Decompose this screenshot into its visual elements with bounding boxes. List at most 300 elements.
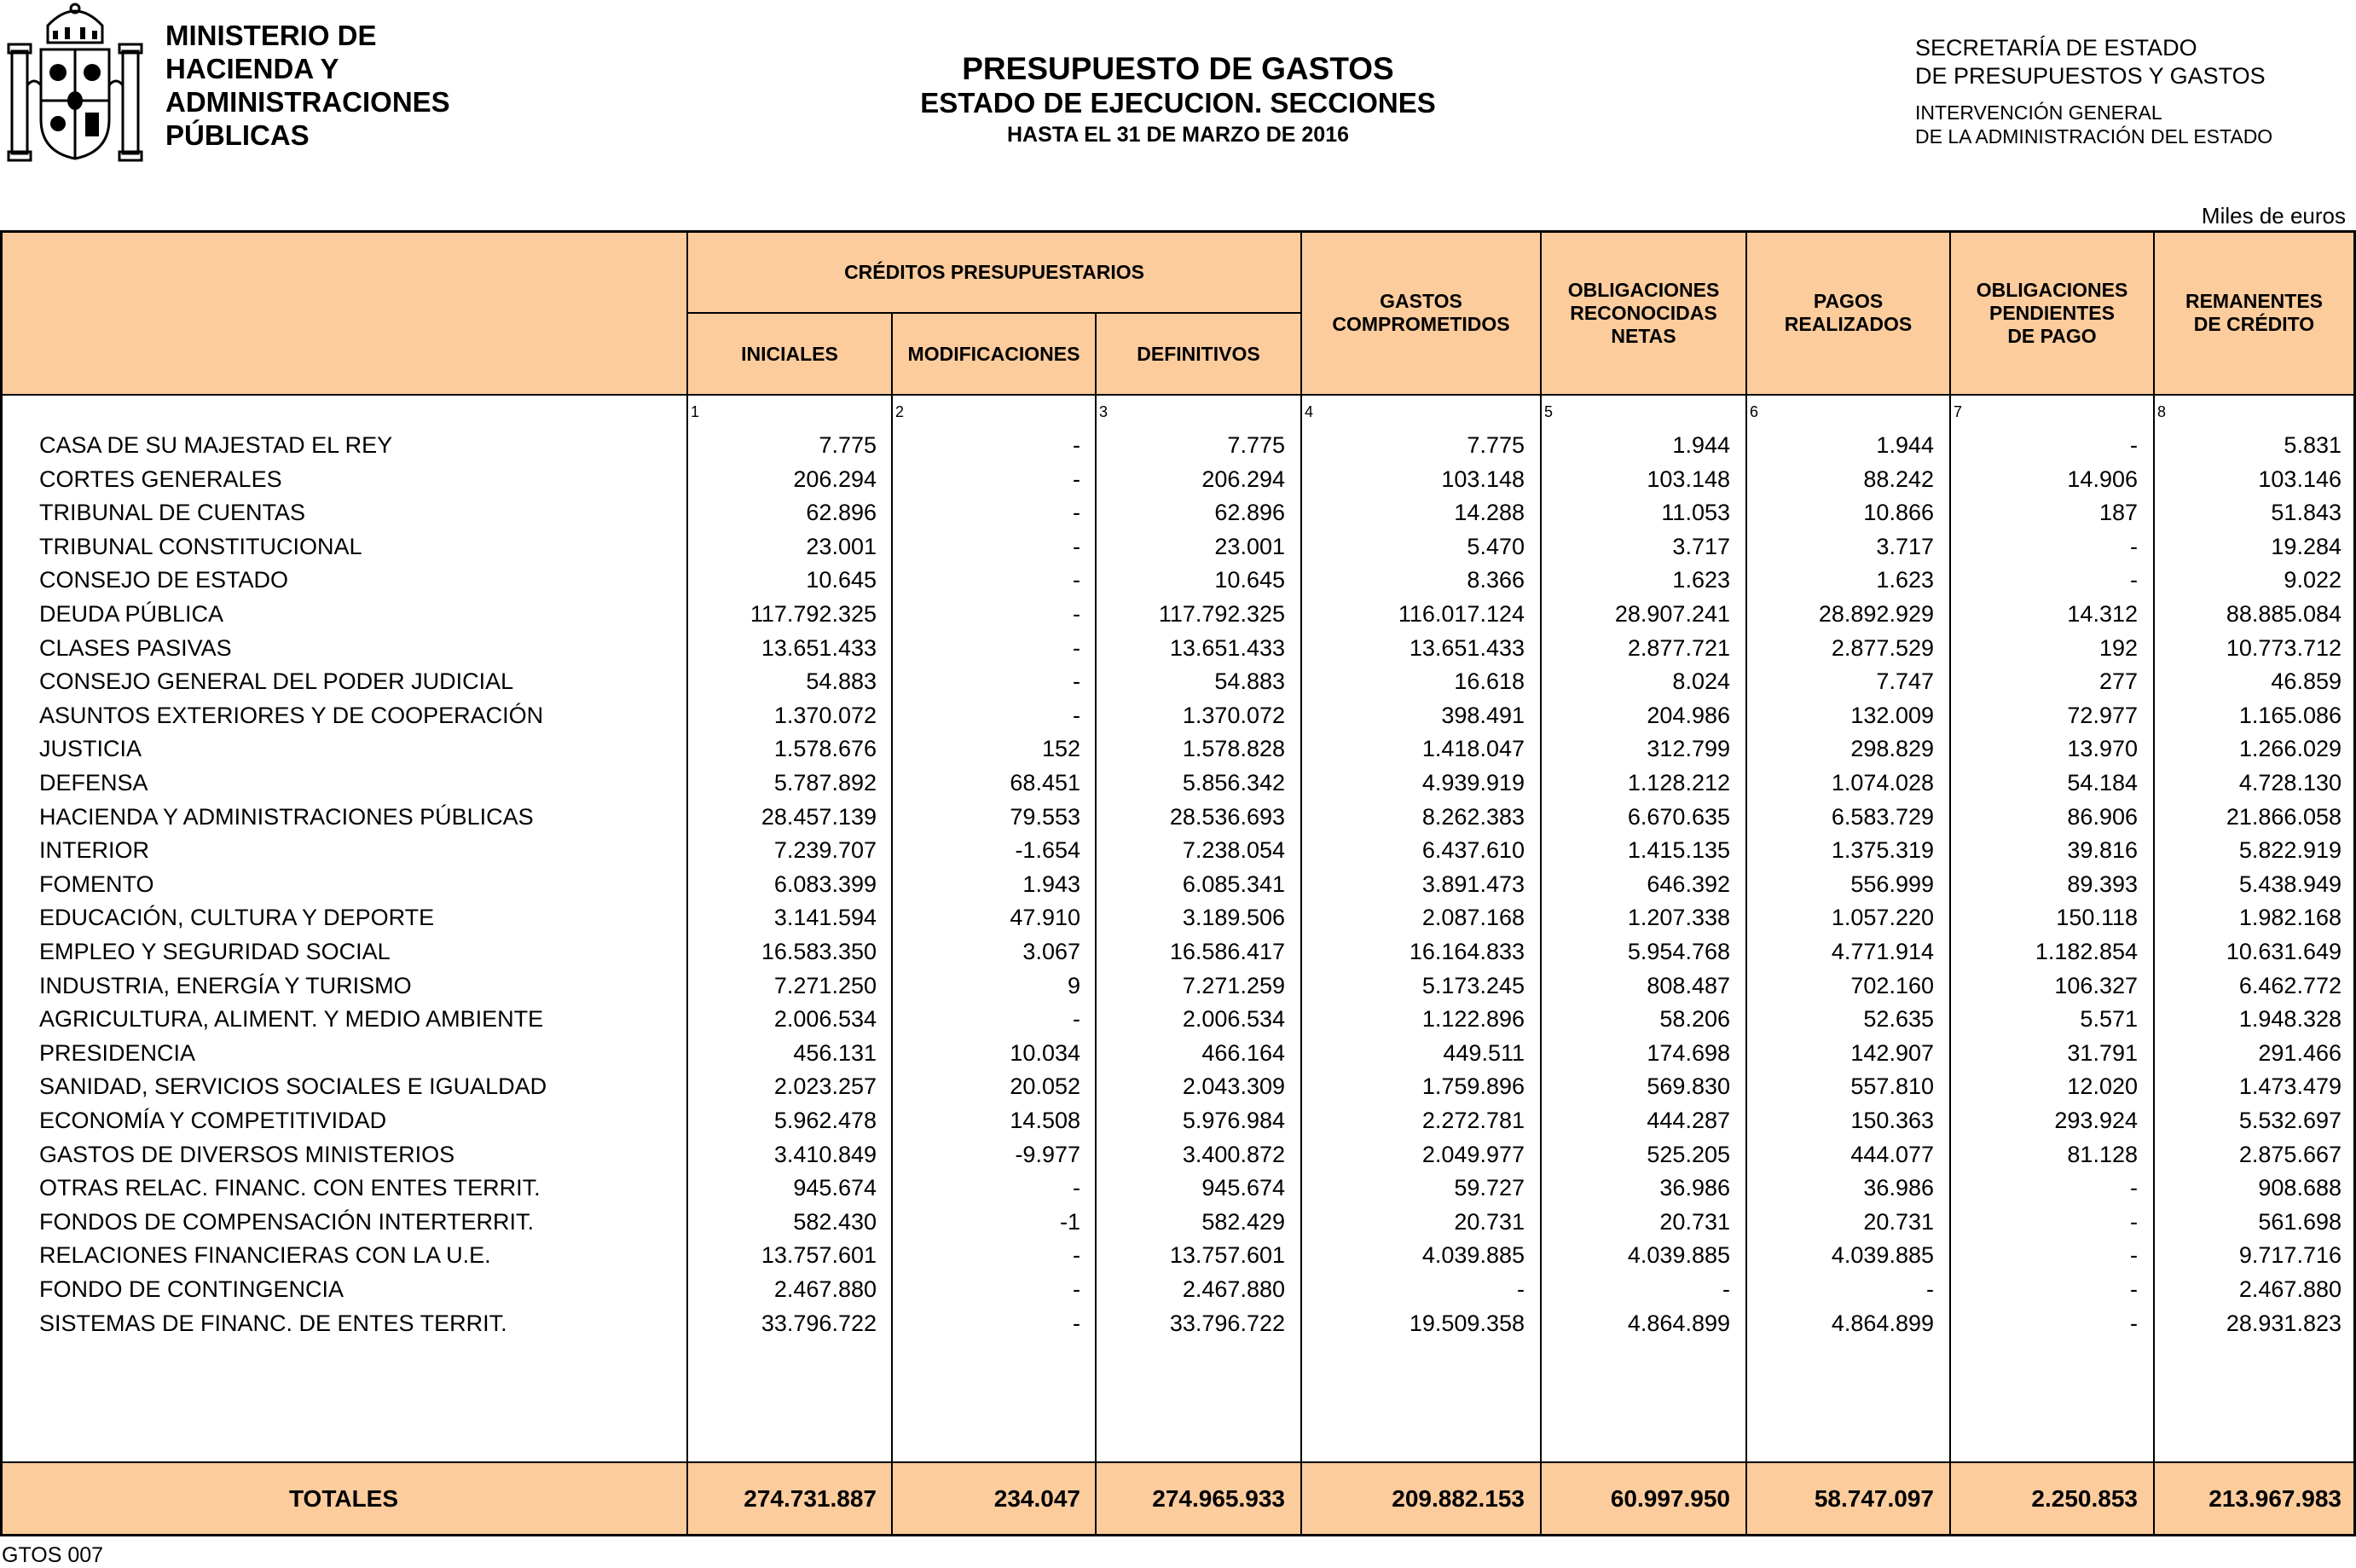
section-name: FONDOS DE COMPENSACIÓN INTERTERRIT. bbox=[39, 1208, 535, 1235]
section-name: FONDO DE CONTINGENCIA bbox=[39, 1276, 344, 1302]
cell-value: 646.392 bbox=[1647, 871, 1730, 897]
cell-value: 150.363 bbox=[1850, 1108, 1934, 1133]
cell-value: - bbox=[2130, 1242, 2138, 1269]
cell-value: 2.087.168 bbox=[1421, 905, 1525, 931]
cell-value: 152 bbox=[1041, 736, 1080, 762]
cell-value: 3.141.594 bbox=[773, 905, 877, 931]
cell-value: 7.239.707 bbox=[773, 837, 877, 864]
cell-value: 14.906 bbox=[2067, 466, 2138, 492]
section-name: OTRAS RELAC. FINANC. CON ENTES TERRIT. bbox=[39, 1175, 541, 1201]
table-row bbox=[0, 495, 2356, 529]
cell-value: 293.924 bbox=[2054, 1108, 2138, 1133]
cell-value: 4.771.914 bbox=[1831, 939, 1934, 964]
cell-value: 1.578.676 bbox=[773, 736, 877, 762]
cell-value: 86.906 bbox=[2067, 803, 2138, 830]
cell-value: - bbox=[1073, 1242, 1080, 1269]
cell-value: 4.864.899 bbox=[1831, 1310, 1934, 1336]
cell-value: -1 bbox=[1059, 1208, 1080, 1235]
cell-value: 6.437.610 bbox=[1421, 837, 1525, 864]
cell-value: 52.635 bbox=[1863, 1006, 1934, 1033]
report-subtitle: ESTADO DE EJECUCION. SECCIONES bbox=[920, 87, 1436, 119]
cell-value: 58.206 bbox=[1659, 1006, 1730, 1033]
cell-value: - bbox=[2130, 1208, 2138, 1235]
cell-value: 7.271.250 bbox=[773, 972, 877, 998]
col-header-obligaciones-pendientes: OBLIGACIONES PENDIENTES DE PAGO bbox=[1976, 278, 2128, 347]
table-row bbox=[0, 867, 2356, 901]
section-name: EDUCACIÓN, CULTURA Y DEPORTE bbox=[39, 905, 435, 931]
cell-value: 4.039.885 bbox=[1627, 1242, 1730, 1269]
section-name: TRIBUNAL DE CUENTAS bbox=[39, 500, 306, 526]
cell-value: - bbox=[1073, 500, 1080, 526]
cell-value: 1.122.896 bbox=[1421, 1006, 1525, 1033]
cell-value: 28.457.139 bbox=[761, 803, 877, 830]
cell-value: 1.948.328 bbox=[2238, 1006, 2342, 1033]
cell-value: 1.057.220 bbox=[1831, 905, 1934, 931]
cell-value: 28.892.929 bbox=[1818, 601, 1934, 627]
table-row bbox=[0, 1137, 2356, 1172]
cell-value: 12.020 bbox=[2067, 1073, 2138, 1100]
cell-value: 2.006.534 bbox=[773, 1006, 877, 1033]
totals-value: 60.997.950 bbox=[1610, 1485, 1730, 1512]
section-name: EMPLEO Y SEGURIDAD SOCIAL bbox=[39, 939, 391, 964]
cell-value: 206.294 bbox=[1201, 466, 1285, 492]
column-number: 7 bbox=[1954, 403, 1963, 420]
cell-value: 5.962.478 bbox=[773, 1108, 877, 1133]
cell-value: 557.810 bbox=[1850, 1073, 1934, 1100]
cell-value: 8.024 bbox=[1672, 668, 1730, 695]
cell-value: 103.148 bbox=[1647, 466, 1730, 492]
cell-value: 23.001 bbox=[806, 533, 877, 559]
cell-value: 23.001 bbox=[1214, 533, 1285, 559]
cell-value: 1.418.047 bbox=[1421, 736, 1525, 762]
cell-value: 7.775 bbox=[1227, 432, 1285, 458]
cell-value: 2.043.309 bbox=[1182, 1073, 1285, 1100]
cell-value: 51.843 bbox=[2271, 500, 2342, 526]
section-name: INTERIOR bbox=[39, 837, 150, 864]
cell-value: 9 bbox=[1067, 972, 1080, 998]
cell-value: 16.164.833 bbox=[1409, 939, 1525, 964]
table-row bbox=[0, 900, 2356, 934]
cell-value: 150.118 bbox=[2056, 905, 2138, 931]
cell-value: 103.146 bbox=[2258, 466, 2342, 492]
cell-value: 5.822.919 bbox=[2238, 837, 2342, 864]
table-row bbox=[0, 1103, 2356, 1137]
totals-value: 274.731.887 bbox=[744, 1485, 877, 1512]
cell-value: 1.415.135 bbox=[1627, 837, 1730, 864]
cell-value: 5.173.245 bbox=[1421, 972, 1525, 998]
cell-value: - bbox=[1073, 601, 1080, 627]
cell-value: 28.536.693 bbox=[1169, 803, 1285, 830]
section-name: TRIBUNAL CONSTITUCIONAL bbox=[39, 533, 362, 559]
group-header-creditos: CRÉDITOS PRESUPUESTARIOS bbox=[844, 260, 1144, 283]
cell-value: 2.877.721 bbox=[1627, 634, 1730, 661]
office-line: SECRETARÍA DE ESTADO bbox=[1915, 35, 2197, 61]
cell-value: 1.074.028 bbox=[1831, 770, 1934, 796]
cell-value: 277 bbox=[2098, 668, 2138, 695]
table-row bbox=[0, 732, 2356, 766]
section-name: CONSEJO GENERAL DEL PODER JUDICIAL bbox=[39, 668, 514, 695]
cell-value: 1.759.896 bbox=[1421, 1073, 1525, 1100]
cell-value: 3.717 bbox=[1672, 533, 1730, 559]
col-header-obligaciones-reconocidas: OBLIGACIONES RECONOCIDAS NETAS bbox=[1567, 278, 1720, 347]
cell-value: 46.859 bbox=[2271, 668, 2342, 695]
cell-value: 13.970 bbox=[2067, 736, 2138, 762]
cell-value: 20.052 bbox=[1010, 1073, 1080, 1100]
cell-value: 7.747 bbox=[1876, 668, 1934, 695]
cell-value: 5.856.342 bbox=[1182, 770, 1285, 796]
document-code: GTOS 007 bbox=[2, 1543, 104, 1567]
cell-value: 3.410.849 bbox=[773, 1141, 877, 1167]
column-number: 8 bbox=[2157, 403, 2167, 420]
section-name: HACIENDA Y ADMINISTRACIONES PÚBLICAS bbox=[39, 803, 534, 830]
section-name: FOMENTO bbox=[39, 871, 154, 897]
report-period: HASTA EL 31 DE MARZO DE 2016 bbox=[1006, 123, 1350, 147]
cell-value: 6.462.772 bbox=[2238, 972, 2342, 998]
cell-value: 62.896 bbox=[806, 500, 877, 526]
section-name: SANIDAD, SERVICIOS SOCIALES E IGUALDAD bbox=[39, 1073, 547, 1100]
totals-value: 2.250.853 bbox=[2031, 1485, 2138, 1512]
cell-value: 4.864.899 bbox=[1627, 1310, 1730, 1336]
cell-value: 4.039.885 bbox=[1831, 1242, 1934, 1269]
cell-value: 206.294 bbox=[793, 466, 877, 492]
table-row bbox=[0, 1036, 2356, 1070]
cell-value: 3.189.506 bbox=[1182, 905, 1285, 931]
cell-value: 4.728.130 bbox=[2238, 770, 2342, 796]
cell-value: 88.242 bbox=[1863, 466, 1934, 492]
cell-value: 1.182.854 bbox=[2035, 939, 2138, 964]
cell-value: 808.487 bbox=[1647, 972, 1730, 998]
cell-value: 14.312 bbox=[2067, 601, 2138, 627]
cell-value: 5.787.892 bbox=[773, 770, 877, 796]
cell-value: 2.049.977 bbox=[1421, 1141, 1525, 1167]
col-header-pagos-realizados: PAGOS REALIZADOS bbox=[1784, 290, 1913, 335]
table-row bbox=[0, 1069, 2356, 1103]
cell-value: 103.148 bbox=[1441, 466, 1525, 492]
cell-value: 5.954.768 bbox=[1627, 939, 1730, 964]
cell-value: 569.830 bbox=[1647, 1073, 1730, 1100]
cell-value: - bbox=[2130, 1175, 2138, 1201]
col-header-modificaciones: MODIFICACIONES bbox=[907, 342, 1080, 365]
cell-value: 10.773.712 bbox=[2226, 634, 2342, 661]
totals-row bbox=[0, 1462, 2356, 1535]
cell-value: 466.164 bbox=[1201, 1039, 1285, 1066]
col-header-iniciales: INICIALES bbox=[741, 342, 838, 365]
cell-value: 525.205 bbox=[1647, 1141, 1730, 1167]
cell-value: - bbox=[1073, 567, 1080, 593]
cell-value: 13.651.433 bbox=[761, 634, 877, 661]
cell-value: 449.511 bbox=[1443, 1039, 1525, 1066]
cell-value: 1.370.072 bbox=[773, 702, 877, 728]
cell-value: 456.131 bbox=[793, 1039, 877, 1066]
cell-value: 116.017.124 bbox=[1398, 601, 1525, 627]
table-row bbox=[0, 833, 2356, 867]
cell-value: 2.875.667 bbox=[2238, 1141, 2342, 1167]
cell-value: 187 bbox=[2098, 500, 2138, 526]
totals-value: 209.882.153 bbox=[1392, 1485, 1525, 1512]
cell-value: 444.077 bbox=[1850, 1141, 1934, 1167]
cell-value: 10.866 bbox=[1863, 500, 1934, 526]
table-row bbox=[0, 428, 2356, 462]
col-header-gastos-comprometidos: GASTOS COMPROMETIDOS bbox=[1332, 290, 1510, 335]
issuing-office bbox=[1915, 34, 2272, 148]
table-row bbox=[0, 631, 2356, 665]
cell-value: 2.877.529 bbox=[1831, 634, 1934, 661]
cell-value: 1.943 bbox=[1022, 871, 1080, 897]
cell-value: 20.731 bbox=[1863, 1208, 1934, 1235]
section-name: SISTEMAS DE FINANC. DE ENTES TERRIT. bbox=[39, 1310, 507, 1336]
cell-value: 62.896 bbox=[1214, 500, 1285, 526]
cell-value: 4.039.885 bbox=[1421, 1242, 1525, 1269]
cell-value: - bbox=[2130, 567, 2138, 593]
totals-value: 234.047 bbox=[993, 1485, 1080, 1512]
cell-value: 89.393 bbox=[2067, 871, 2138, 897]
cell-value: 6.670.635 bbox=[1627, 803, 1730, 830]
cell-value: 9.717.716 bbox=[2238, 1242, 2342, 1269]
column-number: 3 bbox=[1099, 403, 1109, 420]
cell-value: 1.266.029 bbox=[2238, 736, 2342, 762]
table-row bbox=[0, 1171, 2356, 1205]
totals-value: 58.747.097 bbox=[1814, 1485, 1934, 1512]
cell-value: - bbox=[1073, 432, 1080, 458]
cell-value: 1.473.479 bbox=[2238, 1073, 2342, 1100]
cell-value: - bbox=[1073, 466, 1080, 492]
cell-value: 298.829 bbox=[1850, 736, 1934, 762]
cell-value: 2.467.880 bbox=[1182, 1276, 1285, 1302]
cell-value: 132.009 bbox=[1850, 702, 1934, 728]
cell-value: 33.796.722 bbox=[1169, 1310, 1285, 1336]
cell-value: 10.631.649 bbox=[2226, 939, 2342, 964]
cell-value: 14.288 bbox=[1454, 500, 1525, 526]
table-row bbox=[0, 969, 2356, 1003]
cell-value: 13.757.601 bbox=[1169, 1242, 1285, 1269]
section-name: DEFENSA bbox=[39, 770, 148, 796]
col-header-remanentes: REMANENTES DE CRÉDITO bbox=[2185, 290, 2323, 335]
cell-value: 398.491 bbox=[1441, 702, 1525, 728]
cell-value: 1.207.338 bbox=[1627, 905, 1730, 931]
table-row bbox=[0, 1306, 2356, 1340]
column-number: 6 bbox=[1750, 403, 1759, 420]
cell-value: 5.532.697 bbox=[2238, 1108, 2342, 1133]
cell-value: 36.986 bbox=[1863, 1175, 1934, 1201]
cell-value: 31.791 bbox=[2067, 1039, 2138, 1066]
table-row bbox=[0, 1238, 2356, 1272]
section-name: AGRICULTURA, ALIMENT. Y MEDIO AMBIENTE bbox=[39, 1006, 544, 1033]
section-name: JUSTICIA bbox=[39, 736, 142, 762]
table-row bbox=[0, 529, 2356, 564]
cell-value: 5.438.949 bbox=[2238, 871, 2342, 897]
ministry-line: ADMINISTRACIONES bbox=[165, 86, 450, 118]
cell-value: 1.375.319 bbox=[1831, 837, 1934, 864]
ministry-line: PÚBLICAS bbox=[165, 119, 310, 151]
cell-value: 8.262.383 bbox=[1421, 803, 1525, 830]
cell-value: 39.816 bbox=[2067, 837, 2138, 864]
cell-value: 47.910 bbox=[1010, 905, 1080, 931]
cell-value: 16.583.350 bbox=[761, 939, 877, 964]
cell-value: 7.271.259 bbox=[1182, 972, 1285, 998]
totals-value: 213.967.983 bbox=[2208, 1485, 2342, 1512]
office-line: DE LA ADMINISTRACIÓN DEL ESTADO bbox=[1915, 125, 2273, 148]
table-row bbox=[0, 766, 2356, 800]
cell-value: - bbox=[1926, 1276, 1934, 1302]
cell-value: 5.571 bbox=[2080, 1006, 2138, 1033]
ministry-line: HACIENDA Y bbox=[165, 53, 339, 84]
cell-value: - bbox=[1722, 1276, 1730, 1302]
cell-value: 1.370.072 bbox=[1182, 702, 1285, 728]
section-name: INDUSTRIA, ENERGÍA Y TURISMO bbox=[39, 972, 412, 998]
cell-value: 19.284 bbox=[2271, 533, 2342, 559]
cell-value: 28.907.241 bbox=[1614, 601, 1730, 627]
cell-value: 6.085.341 bbox=[1182, 871, 1285, 897]
cell-value: -1.654 bbox=[1015, 837, 1080, 864]
cell-value: 908.688 bbox=[2258, 1175, 2342, 1201]
cell-value: 36.986 bbox=[1659, 1175, 1730, 1201]
cell-value: 556.999 bbox=[1850, 871, 1934, 897]
cell-value: - bbox=[1073, 1276, 1080, 1302]
cell-value: 7.775 bbox=[819, 432, 877, 458]
cell-value: 1.128.212 bbox=[1627, 770, 1730, 796]
cell-value: 312.799 bbox=[1647, 736, 1730, 762]
section-name: ASUNTOS EXTERIORES Y DE COOPERACIÓN bbox=[39, 702, 544, 728]
column-number: 2 bbox=[895, 403, 905, 420]
cell-value: - bbox=[1073, 1310, 1080, 1336]
section-name: DEUDA PÚBLICA bbox=[39, 601, 224, 627]
cell-value: 9.022 bbox=[2284, 567, 2342, 593]
column-number: 1 bbox=[691, 403, 700, 420]
column-number: 5 bbox=[1544, 403, 1554, 420]
col-header-definitivos: DEFINITIVOS bbox=[1137, 342, 1260, 365]
section-name: CLASES PASIVAS bbox=[39, 634, 232, 661]
cell-value: 192 bbox=[2098, 634, 2138, 661]
cell-value: 702.160 bbox=[1850, 972, 1934, 998]
section-name: CONSEJO DE ESTADO bbox=[39, 567, 289, 593]
cell-value: 2.467.880 bbox=[773, 1276, 877, 1302]
cell-value: 945.674 bbox=[793, 1175, 877, 1201]
cell-value: 1.944 bbox=[1672, 432, 1730, 458]
cell-value: 16.586.417 bbox=[1169, 939, 1285, 964]
totals-value: 274.965.933 bbox=[1152, 1485, 1285, 1512]
cell-value: 561.698 bbox=[2258, 1208, 2342, 1235]
cell-value: 174.698 bbox=[1647, 1039, 1730, 1066]
table-row bbox=[0, 563, 2356, 597]
cell-value: 8.366 bbox=[1467, 567, 1525, 593]
cell-value: 3.717 bbox=[1876, 533, 1934, 559]
section-name: GASTOS DE DIVERSOS MINISTERIOS bbox=[39, 1141, 455, 1167]
units-label: Miles de euros bbox=[2201, 203, 2346, 229]
cell-value: 79.553 bbox=[1010, 803, 1080, 830]
cell-value: - bbox=[2130, 432, 2138, 458]
cell-value: 5.976.984 bbox=[1182, 1108, 1285, 1133]
cell-value: 7.775 bbox=[1467, 432, 1525, 458]
cell-value: 3.067 bbox=[1022, 939, 1080, 964]
cell-value: 13.651.433 bbox=[1169, 634, 1285, 661]
cell-value: 88.885.084 bbox=[2226, 601, 2342, 627]
office-line: DE PRESUPUESTOS Y GASTOS bbox=[1915, 63, 2266, 89]
cell-value: 582.429 bbox=[1201, 1208, 1285, 1235]
table-row bbox=[0, 462, 2356, 496]
cell-value: - bbox=[1073, 533, 1080, 559]
cell-value: - bbox=[1073, 1175, 1080, 1201]
cell-value: 1.578.828 bbox=[1182, 736, 1285, 762]
cell-value: 3.891.473 bbox=[1421, 871, 1525, 897]
cell-value: 582.430 bbox=[793, 1208, 877, 1235]
cell-value: - bbox=[2130, 1276, 2138, 1302]
table-row bbox=[0, 664, 2356, 698]
cell-value: 10.645 bbox=[806, 567, 877, 593]
cell-value: 2.023.257 bbox=[773, 1073, 877, 1100]
table-row bbox=[0, 698, 2356, 732]
cell-value: 1.944 bbox=[1876, 432, 1934, 458]
table-row bbox=[0, 597, 2356, 631]
cell-value: 16.618 bbox=[1454, 668, 1525, 695]
cell-value: 5.831 bbox=[2284, 432, 2342, 458]
cell-value: 117.792.325 bbox=[1158, 601, 1285, 627]
cell-value: 3.400.872 bbox=[1182, 1141, 1285, 1167]
cell-value: 6.083.399 bbox=[773, 871, 877, 897]
cell-value: 81.128 bbox=[2067, 1141, 2138, 1167]
section-name: PRESIDENCIA bbox=[39, 1039, 196, 1066]
cell-value: 444.287 bbox=[1647, 1108, 1730, 1133]
cell-value: 68.451 bbox=[1010, 770, 1080, 796]
cell-value: 14.508 bbox=[1010, 1108, 1080, 1133]
cell-value: 945.674 bbox=[1201, 1175, 1285, 1201]
cell-value: 10.645 bbox=[1214, 567, 1285, 593]
cell-value: 5.470 bbox=[1467, 533, 1525, 559]
cell-value: 13.757.601 bbox=[761, 1242, 877, 1269]
cell-value: 13.651.433 bbox=[1409, 634, 1525, 661]
cell-value: 21.866.058 bbox=[2226, 803, 2342, 830]
cell-value: - bbox=[1073, 1006, 1080, 1033]
cell-value: 1.623 bbox=[1672, 567, 1730, 593]
section-name: CORTES GENERALES bbox=[39, 466, 282, 492]
section-name: ECONOMÍA Y COMPETITIVIDAD bbox=[39, 1108, 387, 1133]
cell-value: 59.727 bbox=[1454, 1175, 1525, 1201]
cell-value: 1.623 bbox=[1876, 567, 1934, 593]
table-row bbox=[0, 1205, 2356, 1239]
office-line: INTERVENCIÓN GENERAL bbox=[1915, 101, 2162, 124]
ministry-line: MINISTERIO DE bbox=[165, 20, 377, 51]
section-name: CASA DE SU MAJESTAD EL REY bbox=[39, 432, 393, 458]
cell-value: 117.792.325 bbox=[750, 601, 877, 627]
cell-value: 20.731 bbox=[1454, 1208, 1525, 1235]
cell-value: 142.907 bbox=[1850, 1039, 1934, 1066]
table-row bbox=[0, 934, 2356, 969]
cell-value: 11.053 bbox=[1661, 500, 1730, 526]
cell-value: 2.272.781 bbox=[1421, 1108, 1525, 1133]
cell-value: - bbox=[1073, 702, 1080, 728]
table-row bbox=[0, 1002, 2356, 1036]
report-title: PRESUPUESTO DE GASTOS bbox=[962, 51, 1394, 86]
cell-value: 204.986 bbox=[1647, 702, 1730, 728]
column-number: 4 bbox=[1305, 403, 1314, 420]
cell-value: 106.327 bbox=[2054, 972, 2138, 998]
cell-value: 6.583.729 bbox=[1831, 803, 1934, 830]
cell-value: - bbox=[1517, 1276, 1525, 1302]
cell-value: 54.883 bbox=[806, 668, 877, 695]
cell-value: 2.467.880 bbox=[2238, 1276, 2342, 1302]
cell-value: 7.238.054 bbox=[1182, 837, 1285, 864]
cell-value: 10.034 bbox=[1010, 1039, 1080, 1066]
cell-value: 28.931.823 bbox=[2226, 1310, 2342, 1336]
cell-value: - bbox=[2130, 1310, 2138, 1336]
cell-value: 19.509.358 bbox=[1409, 1310, 1525, 1336]
cell-value: 20.731 bbox=[1659, 1208, 1730, 1235]
totals-label: TOTALES bbox=[288, 1485, 399, 1512]
cell-value: - bbox=[1073, 668, 1080, 695]
table-row bbox=[0, 1272, 2356, 1306]
cell-value: 72.977 bbox=[2067, 702, 2138, 728]
cell-value: 1.165.086 bbox=[2238, 702, 2342, 728]
cell-value: - bbox=[1073, 634, 1080, 661]
